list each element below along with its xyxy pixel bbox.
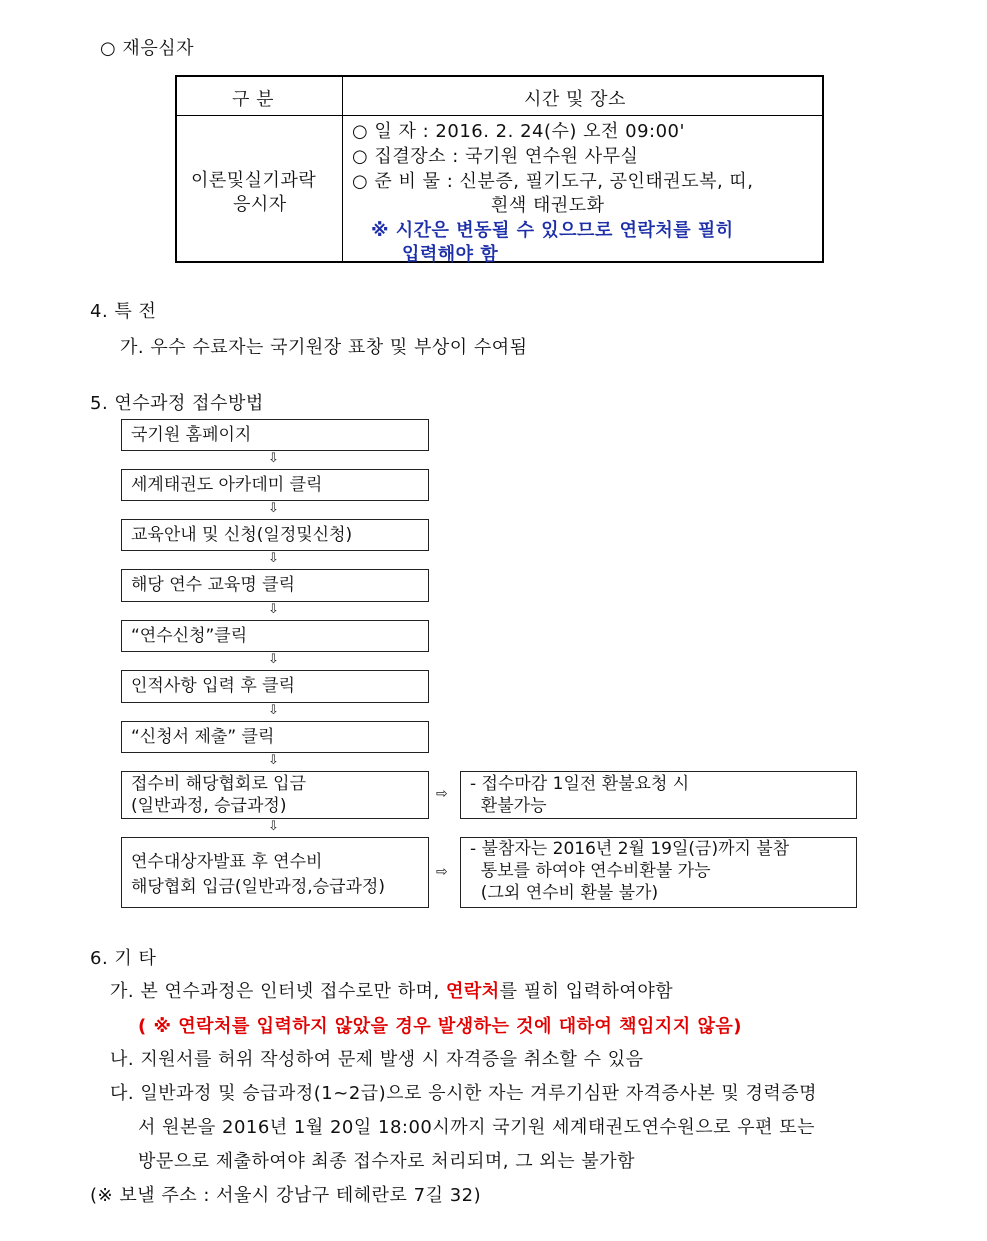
section6-item-c-2: 서 원본을 2016년 1월 20일 18:00시까지 국기원 세계태권도연수원으로 우편 또는 bbox=[138, 1117, 816, 1138]
section-title-reexam: ○ 재응심자 bbox=[100, 38, 194, 59]
section6-item-a-notice: ( ※ 연락처를 입력하지 않았을 경우 발생하는 것에 대하여 책임지지 않음) bbox=[138, 1016, 742, 1037]
flow-step-label: “신청서 제출” 클릭 bbox=[131, 727, 275, 747]
flow-step-label: “연수신청”클릭 bbox=[131, 626, 248, 646]
flow-note-refund bbox=[460, 771, 857, 819]
table-row-label: 이론및실기과락 bbox=[191, 170, 317, 191]
flow-step-label: 교육안내 및 신청(일정및신청) bbox=[131, 525, 353, 545]
contact-highlight: 연락처 bbox=[445, 981, 500, 1002]
section6-item-c: 다. 일반과정 및 승급과정(1~2급)으로 응시한 자는 겨루기심판 자격증사본 및 경력증명 bbox=[110, 1083, 818, 1104]
section6-item-a-text-2: 를 필히 입력하여야함 bbox=[499, 981, 674, 1002]
flow-step-5 bbox=[121, 620, 429, 652]
table-date-line: ○ 일 자 : 2016. 2. 24(수) 오전 09:00' bbox=[352, 121, 685, 142]
section4-title: 4. 특 전 bbox=[90, 301, 157, 322]
flow-step-1 bbox=[121, 419, 429, 451]
section5-title: 5. 연수과정 접수방법 bbox=[90, 393, 264, 414]
flow-step-label: 세계태권도 아카데미 클릭 bbox=[131, 475, 323, 495]
table-items-line-2: 흰색 태권도화 bbox=[491, 195, 605, 216]
section6-title: 6. 기 타 bbox=[90, 948, 157, 969]
section6-item-c-3: 방문으로 제출하여야 최종 접수자로 처리되며, 그 외는 불가함 bbox=[138, 1151, 635, 1172]
flow-note-label: - 불참자는 2016년 2월 19일(금)까지 불참 통보를 하여야 연수비환불 가능 (그외 연수비 환불 불가) bbox=[470, 839, 790, 903]
flow-step-3 bbox=[121, 519, 429, 551]
flow-step-label: 접수비 해당협회로 입금 (일반과정, 승급과정) bbox=[131, 774, 307, 816]
table-place-line: ○ 집결장소 : 국기원 연수원 사무실 bbox=[352, 146, 639, 167]
flow-step-2 bbox=[121, 469, 429, 501]
flow-step-6 bbox=[121, 670, 429, 703]
arrow-down-icon: ⇩ bbox=[268, 451, 279, 466]
mailing-address: (※ 보낼 주소 : 서울시 강남구 테헤란로 7길 32) bbox=[90, 1185, 482, 1206]
flow-step-label: 연수대상자발표 후 연수비 해당협회 입금(일반과정,승급과정) bbox=[131, 852, 385, 897]
arrow-right-icon: ⇨ bbox=[436, 786, 448, 802]
table-header-time-place: 시간 및 장소 bbox=[524, 89, 626, 110]
arrow-down-icon: ⇩ bbox=[268, 602, 279, 617]
table-header-category: 구 분 bbox=[232, 89, 274, 110]
flow-note-label: - 접수마감 1일전 환불요청 시 환불가능 bbox=[470, 774, 690, 816]
section6-item-a-text: 가. 본 연수과정은 인터넷 접수로만 하며, bbox=[110, 981, 446, 1002]
section6-item-b: 나. 지원서를 허위 작성하여 문제 발생 시 자격증을 취소할 수 있음 bbox=[110, 1049, 644, 1070]
schedule-table bbox=[175, 75, 824, 263]
arrow-down-icon: ⇩ bbox=[268, 501, 279, 516]
arrow-down-icon: ⇩ bbox=[268, 551, 279, 566]
table-row-divider bbox=[177, 115, 822, 116]
arrow-down-icon: ⇩ bbox=[268, 703, 279, 718]
flow-step-label: 해당 연수 교육명 클릭 bbox=[131, 575, 296, 595]
flow-step-label: 국기원 홈페이지 bbox=[131, 425, 252, 445]
section6-item-a bbox=[110, 977, 673, 1003]
arrow-down-icon: ⇩ bbox=[268, 819, 279, 834]
arrow-right-icon: ⇨ bbox=[436, 864, 448, 880]
flow-step-label: 인적사항 입력 후 클릭 bbox=[131, 676, 296, 696]
flow-step-8 bbox=[121, 771, 429, 819]
flow-step-7 bbox=[121, 721, 429, 753]
table-col-divider bbox=[342, 77, 343, 261]
arrow-down-icon: ⇩ bbox=[268, 753, 279, 768]
section4-item-a: 가. 우수 수료자는 국기원장 표창 및 부상이 수여됨 bbox=[120, 337, 528, 358]
flow-note-absence bbox=[460, 837, 857, 908]
flow-step-9 bbox=[121, 837, 429, 908]
table-row-label-2: 응시자 bbox=[233, 194, 287, 215]
table-notice-2: 입력해야 함 bbox=[402, 244, 499, 265]
table-items-line: ○ 준 비 물 : 신분증, 필기도구, 공인태권도복, 띠, bbox=[352, 171, 754, 192]
flow-step-4 bbox=[121, 569, 429, 602]
table-notice: ※ 시간은 변동될 수 있으므로 연락처를 필히 bbox=[371, 220, 734, 241]
arrow-down-icon: ⇩ bbox=[268, 652, 279, 667]
